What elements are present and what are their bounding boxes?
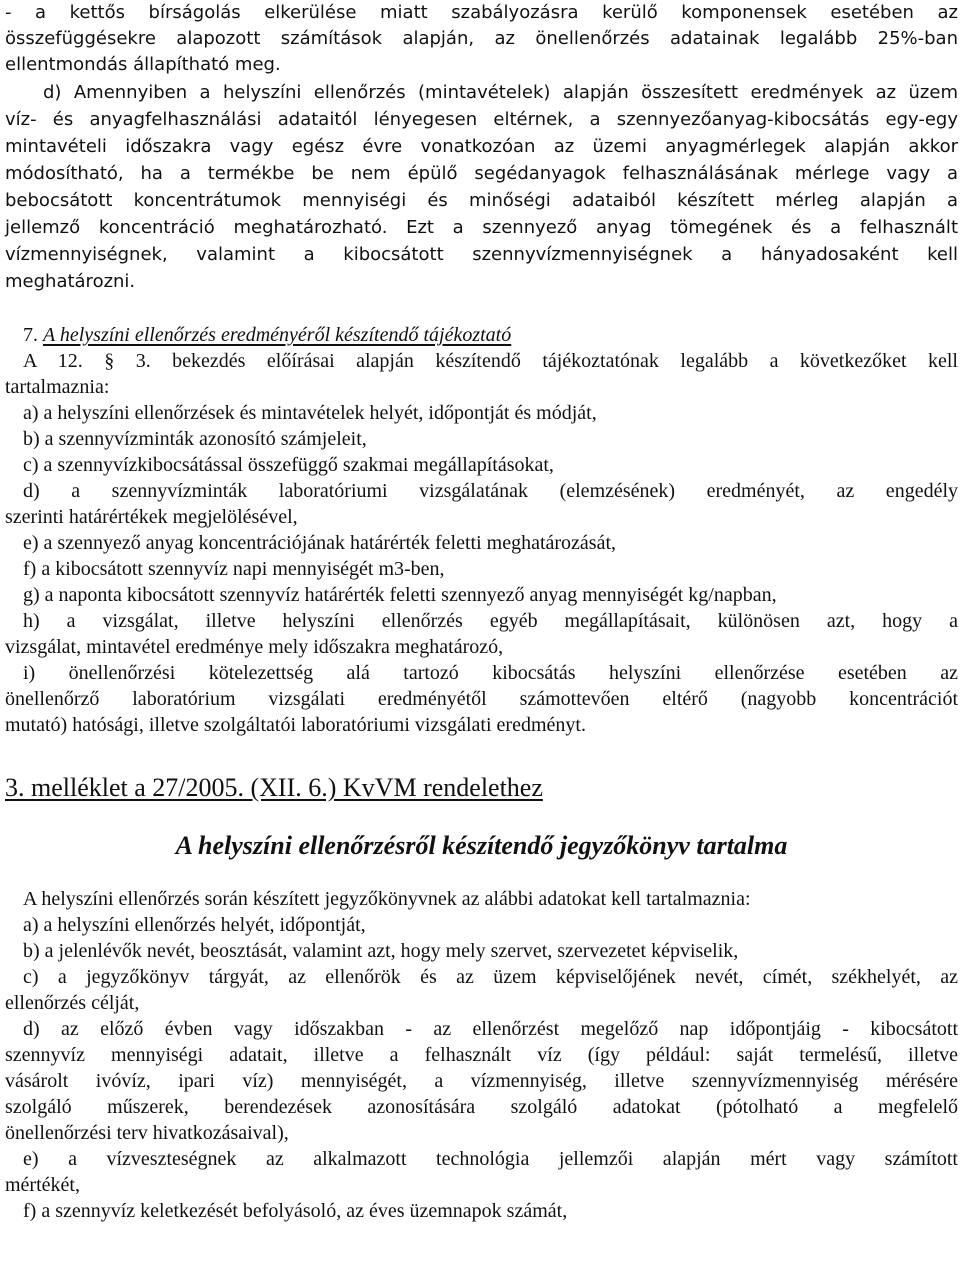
list-item-continuation: vizsgálat, mintavétel eredménye mely időszakra meghatározó,	[5, 636, 504, 658]
section-number: 7.	[23, 324, 38, 346]
list-item: a) a helyszíni ellenőrzések és mintavételek helyét, időpontját és módját,	[23, 402, 597, 424]
point-d-line: mintavételi időszakra vagy egész évre vonatkozóan az üzemi anyagmérlegek alapján akkor	[5, 136, 958, 157]
list-item: d) a szennyvízminták laboratóriumi vizsgálatának (elemzésének) eredményét, az engedély	[23, 480, 958, 502]
list-item: f) a kibocsátott szennyvíz napi mennyiségét m3-ben,	[23, 558, 445, 580]
list-item: e) a szennyező anyag koncentrációjának határérték feletti meghatározását,	[23, 532, 617, 554]
list-item: c) a jegyzőkönyv tárgyát, az ellenőrök és az üzem képviselőjének nevét, címét, székhelyét, az	[23, 966, 958, 988]
list-item: b) a szennyvízminták azonosító számjeleit,	[23, 428, 367, 450]
list-item-continuation: szolgáló műszerek, berendezések azonosítására szolgáló adatokat (pótolható a megfelelő	[5, 1096, 958, 1118]
list-item: g) a naponta kibocsátott szennyvíz határérték feletti szennyező anyag mennyiségét kg/napban,	[23, 584, 777, 606]
point-d-line: vízmennyiségnek, valamint a kibocsátott szennyvízmennyiségnek a hányadosaként kell	[5, 244, 958, 265]
list-item-continuation: vásárolt ivóvíz, ipari víz) mennyiségét, a vízmennyiség, illetve szennyvízmennyiség mérésére	[5, 1070, 958, 1092]
point-d-line: víz- és anyagfelhasználási adataitól lényegesen eltérnek, a szennyezőanyag-kibocsátás egy-egy	[5, 109, 958, 130]
section-title: A helyszíni ellenőrzés eredményéről készítendő tájékoztató	[43, 324, 512, 346]
list-item: c) a szennyvízkibocsátással összefüggő szakmai megállapításokat,	[23, 454, 554, 476]
section-7-heading	[23, 322, 511, 348]
list-item: b) a jelenlévők nevét, beosztását, valamint azt, hogy mely szervet, szervezetet képviselik,	[23, 940, 739, 962]
paragraph-line: összefüggésekre alapozott számítások alapján, az önellenőrzés adatainak legalább 25%-ban	[5, 28, 958, 49]
list-item: h) a vizsgálat, illetve helyszíni ellenőrzés egyéb megállapításait, különösen azt, hogy a	[23, 610, 958, 632]
list-item-continuation: ellenőrzés célját,	[5, 992, 140, 1014]
point-d-line: módosítható, ha a termékbe be nem épülő segédanyagok felhasználásának mérlege vagy a	[5, 163, 958, 184]
list-item-continuation: önellenőrző laboratórium vizsgálati eredményétől számottevően eltérő (nagyobb koncentrációt	[5, 688, 958, 710]
list-item-continuation: önellenőrzési terv hivatkozásaival),	[5, 1122, 289, 1144]
list-item-continuation: mértékét,	[5, 1174, 80, 1196]
paragraph-line: ellentmondás állapítható meg.	[5, 54, 281, 75]
list-item-continuation: szennyvíz mennyiségi adatait, illetve a felhasznált víz (így például: saját termelésű, illetve	[5, 1044, 958, 1066]
list-item-continuation: szerinti határértékek megjelölésével,	[5, 506, 298, 528]
annex-heading: 3. melléklet a 27/2005. (XII. 6.) KvVM rendelethez	[5, 773, 543, 802]
section-intro-line: tartalmaznia:	[5, 376, 110, 398]
list-item: a) a helyszíni ellenőrzés helyét, időpontját,	[23, 914, 366, 936]
point-d-line: jellemző koncentráció meghatározható. Ezt a szennyező anyag tömegének és a felhasznált	[5, 217, 958, 238]
point-d-line: meghatározni.	[5, 271, 136, 292]
paragraph-line: - a kettős bírságolás elkerülése miatt szabályozásra kerülő komponensek esetében az	[5, 2, 958, 23]
annex-intro: A helyszíni ellenőrzés során készített jegyzőkönyvnek az alábbi adatokat kell tartalmaznia:	[23, 888, 751, 910]
point-d-line: d) Amennyiben a helyszíni ellenőrzés (mintavételek) alapján összesített eredmények az üzem	[43, 82, 958, 103]
list-item: d) az előző évben vagy időszakban - az ellenőrzést megelőző nap időpontjáig - kibocsátott	[23, 1018, 958, 1040]
list-item: f) a szennyvíz keletkezését befolyásoló, az éves üzemnapok számát,	[23, 1200, 568, 1222]
list-item: e) a vízveszteségnek az alkalmazott technológia jellemzői alapján mért vagy számított	[23, 1148, 958, 1170]
list-item: i) önellenőrzési kötelezettség alá tartozó kibocsátás helyszíni ellenőrzése esetében az	[23, 662, 958, 684]
annex-title: A helyszíni ellenőrzésről készítendő jegyzőkönyv tartalma	[175, 831, 788, 860]
section-intro-line: A 12. § 3. bekezdés előírásai alapján készítendő tájékoztatónak legalább a következőket kell	[23, 350, 958, 372]
point-d-line: bebocsátott koncentrátumok mennyiségi és minőségi adataiból készített mérleg alapján a	[5, 190, 958, 211]
list-item-continuation: mutató) hatósági, illetve szolgáltatói laboratóriumi vizsgálati eredményt.	[5, 714, 586, 736]
